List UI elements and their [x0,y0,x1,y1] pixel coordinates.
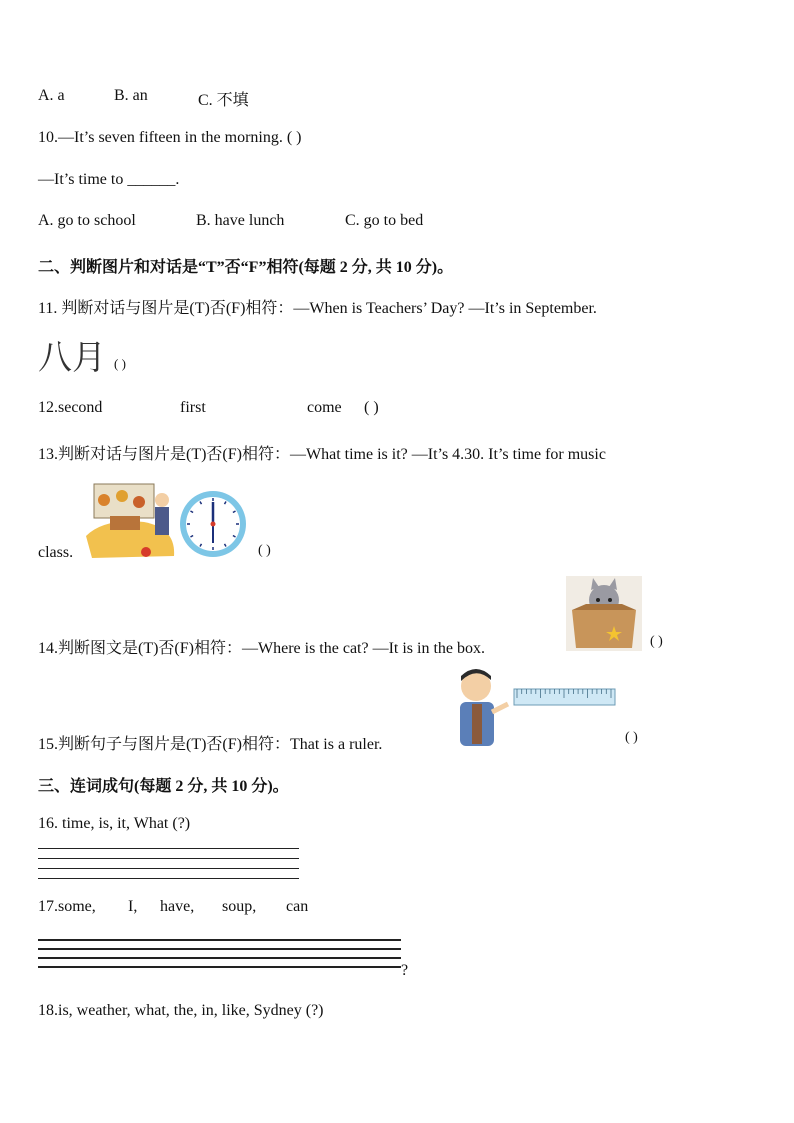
q15-answer-paren: ( ) [625,730,638,745]
ball [141,547,151,557]
boy-pointing-image [446,666,512,750]
writing-line [38,848,299,849]
flower-3 [133,496,145,508]
q16-writing-lines [38,848,299,879]
q17-writing-lines [38,939,401,968]
q13-question: 13.判断对话与图片是(T)否(F)相符：—What time is it? —It’s 4.30. It’s time for music [38,446,606,463]
clock-center [211,522,216,527]
writing-line [38,939,401,941]
table [110,516,140,530]
q17-word-3: have, [160,898,195,915]
cat-eye-right [608,598,612,602]
writing-line [38,878,299,879]
q12-word-1: 12.second [38,399,103,416]
q16-question: 16. time, is, it, What (?) [38,815,191,832]
q17-word-5: can [286,898,309,915]
q9-option-a: A. a [38,87,65,104]
section3-title: 三、连词成句(每题 2 分, 共 10 分)。 [38,778,289,795]
boy-pointing-arm [492,704,508,712]
cat-in-box-image [566,576,642,651]
box-body [572,610,636,648]
q13-question-line2: class. [38,544,74,561]
q12-answer-paren: ( ) [364,399,379,416]
section2-title: 二、判断图片和对话是“T”否“F”相符(每题 2 分, 共 10 分)。 [38,259,454,276]
q13-answer-paren: ( ) [258,543,271,558]
q14-answer-paren: ( ) [650,634,663,649]
cat-eye-left [596,598,600,602]
q10-question: 10.—It’s seven fifteen in the morning. ( ) [38,129,302,146]
teacher-head [155,493,169,507]
music-class-image [84,478,179,560]
q10-blank: ______ [127,171,176,188]
q17-question-mark: ? [401,962,409,979]
q10-option-a: A. go to school [38,212,136,229]
q10-line2-post: . [175,171,180,188]
writing-line [38,868,299,869]
q17-word-2: I, [128,898,138,915]
writing-line [38,858,299,859]
writing-line [38,966,401,968]
writing-line [38,957,401,959]
q10-option-b: B. have lunch [196,212,285,229]
ruler-image [513,687,616,707]
q12-word-2: first [180,399,206,416]
boy-scarf [472,704,482,744]
august-calendar-image: 八月 [38,338,106,378]
clock-image [178,489,248,559]
q9-option-c: C. 不填 [198,92,249,109]
q17-word-4: soup, [222,898,257,915]
teacher-body [155,507,169,535]
q18-question: 18.is, weather, what, the, in, like, Sydney (?) [38,1002,324,1019]
q10-line2-pre: —It’s time to [38,171,128,188]
flower-2 [116,490,128,502]
writing-line [38,948,401,950]
q9-option-b: B. an [114,87,148,104]
q11-question: 11. 判断对话与图片是(T)否(F)相符：—When is Teachers’ Day? —It’s in September. [38,300,597,317]
q11-answer-paren: ( ) [114,356,126,371]
q15-question: 15.判断句子与图片是(T)否(F)相符：That is a ruler. [38,736,383,753]
ruler-body [514,689,615,705]
q12-word-3: come [307,399,342,416]
q17-word-1: 17.some, [38,898,96,915]
flower-1 [98,494,110,506]
q10-option-c: C. go to bed [345,212,424,229]
q10-line2 [38,171,179,189]
q14-question: 14.判断图文是(T)否(F)相符：—Where is the cat? —It is in the box. [38,640,486,657]
